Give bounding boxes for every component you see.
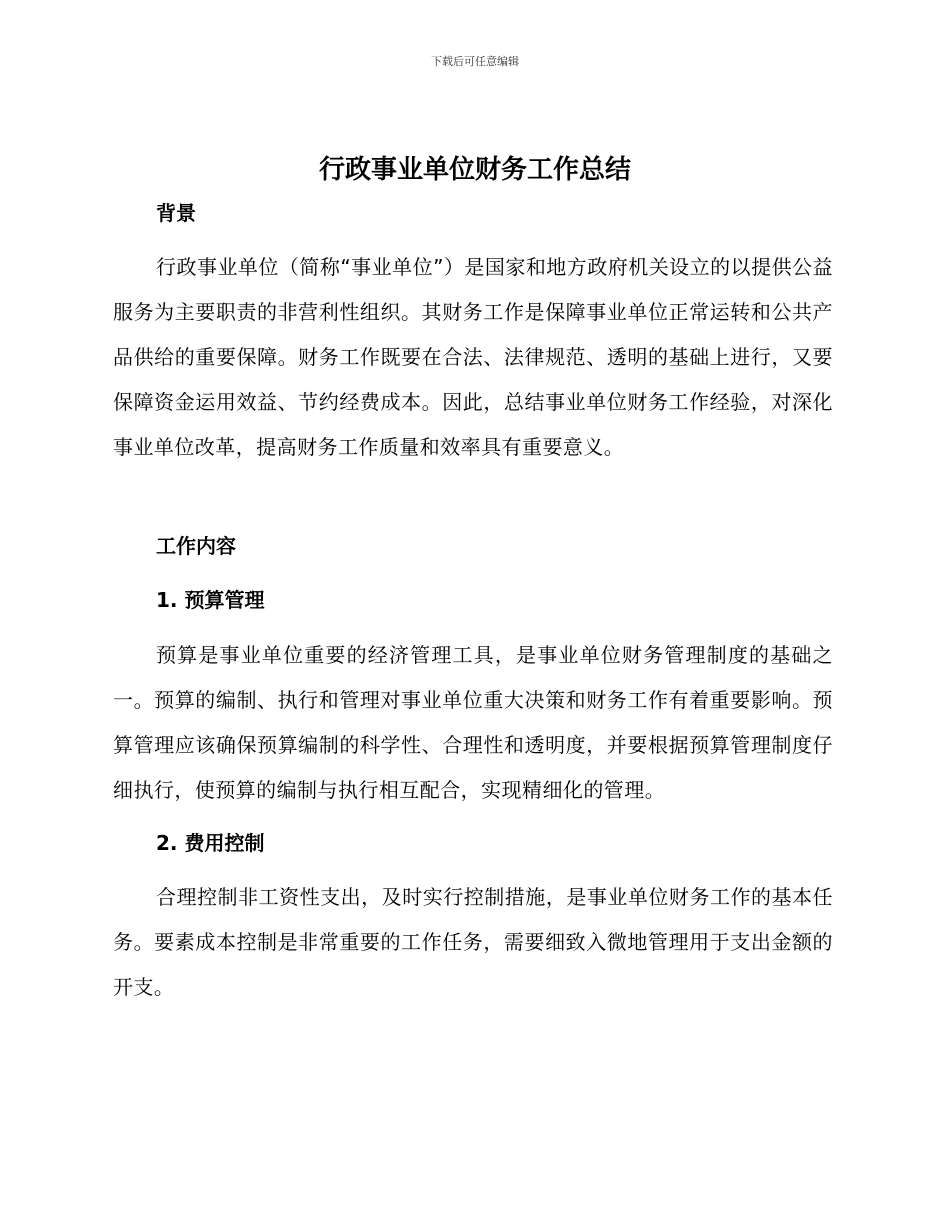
section-heading-work-content: 工作内容 [156, 534, 236, 558]
page-header-note: 下载后可任意编辑 [431, 55, 519, 68]
section-heading-cost-control: 2. 费用控制 [156, 831, 265, 855]
section-paragraph-budget-management: 预算是事业单位重要的经济管理工具，是事业单位财务管理制度的基础之一。预算的编制、执行和管理对事业单位重大决策和财务工作有着重要影响。预算管理应该确保预算编制的科学性、合理性和透明度，并要根据预算管理制度仔细执行，使预算的编制与执行相互配合，实现精细化的管理。 [113, 643, 833, 802]
section-paragraph-cost-control: 合理控制非工资性支出，及时实行控制措施，是事业单位财务工作的基本任务。要素成本控制是非常重要的工作任务，需要细致入微地管理用于支出金额的开支。 [113, 885, 833, 999]
document-title: 行政事业单位财务工作总结 [318, 155, 631, 185]
section-heading-budget-management: 1. 预算管理 [156, 588, 265, 612]
section-paragraph-background: 行政事业单位（简称“事业单位”）是国家和地方政府机关设立的以提供公益服务为主要职责的非营利性组织。其财务工作是保障事业单位正常运转和公共产品供给的重要保障。财务工作既要在合法、法律规范、透明的基础上进行，又要保障资金运用效益、节约经费成本。因此，总结事业单位财务工作经验，对深化事业单位改革，提高财务工作质量和效率具有重要意义。 [113, 255, 833, 459]
section-heading-background: 背景 [156, 201, 196, 225]
